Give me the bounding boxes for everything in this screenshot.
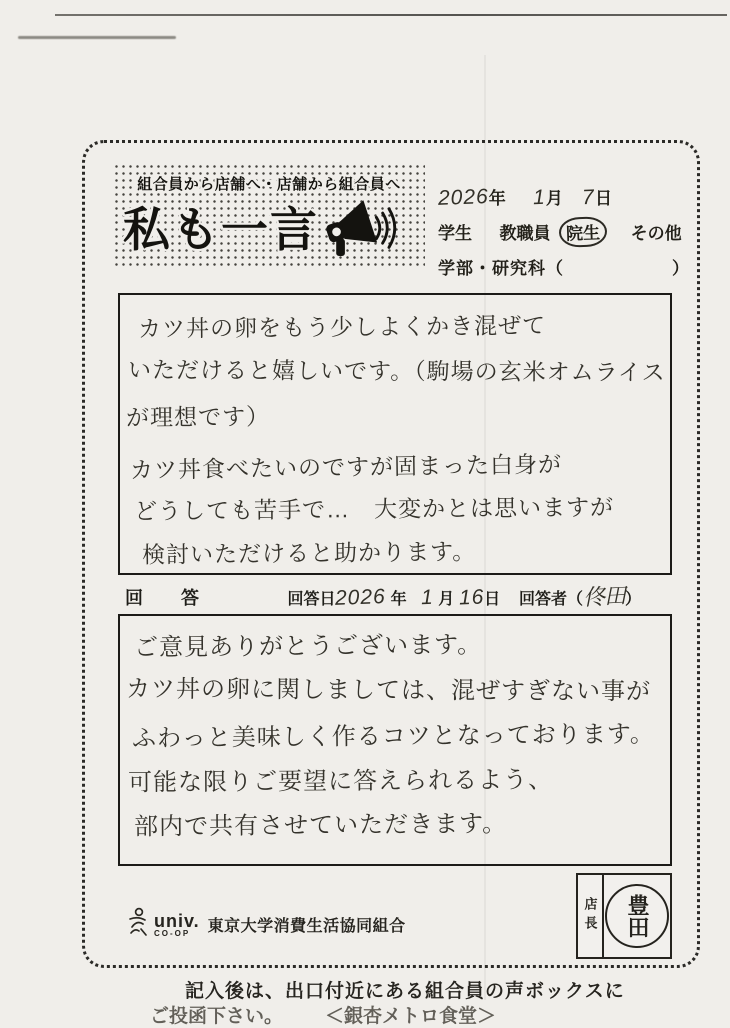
coop-figure-icon	[126, 906, 150, 943]
reply-box	[118, 614, 672, 866]
coop-logo-row	[126, 906, 406, 943]
department-label: 学部・研究科（	[438, 259, 564, 278]
affiliation-options	[438, 217, 694, 247]
stamp-seal-wrap	[604, 875, 670, 957]
department-field	[438, 254, 694, 279]
coop-coop-text: CO-OP	[154, 928, 191, 938]
footer-instruction-line2-clipped	[150, 1001, 497, 1027]
manager-stamp	[576, 873, 672, 959]
handwritten-reply-month: 1	[420, 585, 435, 610]
handwritten-comment-line: 検討いただけると助かります。	[141, 538, 477, 568]
handwritten-reply-line: ご意見ありがとうございます。	[133, 631, 483, 662]
org-name: 東京大学消費生活協同組合	[207, 918, 406, 935]
reply-day-label: 日	[484, 591, 501, 608]
scan-artifact-smudge	[18, 36, 176, 39]
handwritten-year: 2026	[437, 185, 490, 210]
handwritten-reply-line: カツ丼の卵に関しましては、混ぜすぎない事が	[125, 675, 652, 706]
department-close-paren: ）	[672, 259, 689, 278]
footer-line2-part2: ＜銀杏メトロ食堂＞	[325, 1006, 497, 1027]
affiliation-student: 学生	[438, 224, 472, 243]
month-label: 月	[545, 189, 563, 208]
responder-paren-open: （	[567, 591, 584, 608]
reply-date-field	[287, 582, 642, 611]
handwritten-comment-line: いただけると嬉しいです。（駒場の玄米オムライス	[127, 356, 666, 386]
affiliation-gradstudent-circled: 院生	[559, 216, 608, 248]
reply-year-label: 年	[390, 591, 407, 608]
comment-box	[118, 293, 672, 575]
handwritten-comment-line: カツ丼食べたいのですが固まった白身が	[129, 450, 563, 484]
reply-label: 回 答	[125, 588, 209, 608]
scan-artifact-line-top	[55, 14, 727, 16]
date-field	[438, 184, 694, 210]
header-panel	[113, 163, 425, 268]
responder-label: 回答者	[519, 591, 568, 608]
footer-line2-part1: ご投函下さい。	[150, 1006, 284, 1027]
handwritten-reply-year: 2026	[335, 585, 387, 610]
year-label: 年	[488, 189, 506, 208]
day-label: 日	[595, 189, 613, 208]
header-tagline: 組合員から店舗へ・店舗から組合員へ	[137, 176, 401, 193]
handwritten-reply-line: 部内で共有させていただきます。	[133, 810, 508, 841]
megaphone-icon	[321, 201, 397, 264]
coop-wordmark	[154, 912, 200, 938]
stamp-role: 店長	[578, 875, 604, 957]
handwritten-responder-name: 佟田	[582, 582, 626, 611]
reply-header-row	[125, 580, 670, 611]
coop-univ-text: univ.	[154, 910, 200, 931]
affiliation-staff: 教職員	[499, 224, 551, 243]
handwritten-month: 1	[532, 185, 547, 210]
title-row	[123, 195, 397, 264]
handwritten-comment-line: どうしても苦手で… 大変かとは思いますが	[133, 493, 615, 525]
footer-instruction-line1: 記入後は、出口付近にある組合員の声ボックスに	[185, 981, 625, 1002]
reply-month-label: 月	[438, 591, 455, 608]
responder-paren-close: ）	[625, 591, 642, 608]
handwritten-day: 7	[581, 185, 596, 210]
handwritten-reply-day: 16	[458, 585, 485, 610]
handwritten-reply-line: ふわっと美味しく作るコツとなっております。	[131, 720, 655, 753]
handwritten-comment-line: が理想です）	[125, 403, 271, 431]
page-title: 私も一言	[123, 203, 319, 256]
affiliation-other: その他	[630, 224, 682, 243]
reply-date-label: 回答日	[287, 591, 336, 608]
handwritten-reply-line: 可能な限りご要望に答えられるよう、	[127, 766, 554, 797]
meta-block	[438, 184, 694, 286]
handwritten-comment-line: カツ丼の卵をもう少しよくかき混ぜて	[137, 312, 547, 342]
stamp-name-seal: 豊田	[605, 884, 669, 948]
